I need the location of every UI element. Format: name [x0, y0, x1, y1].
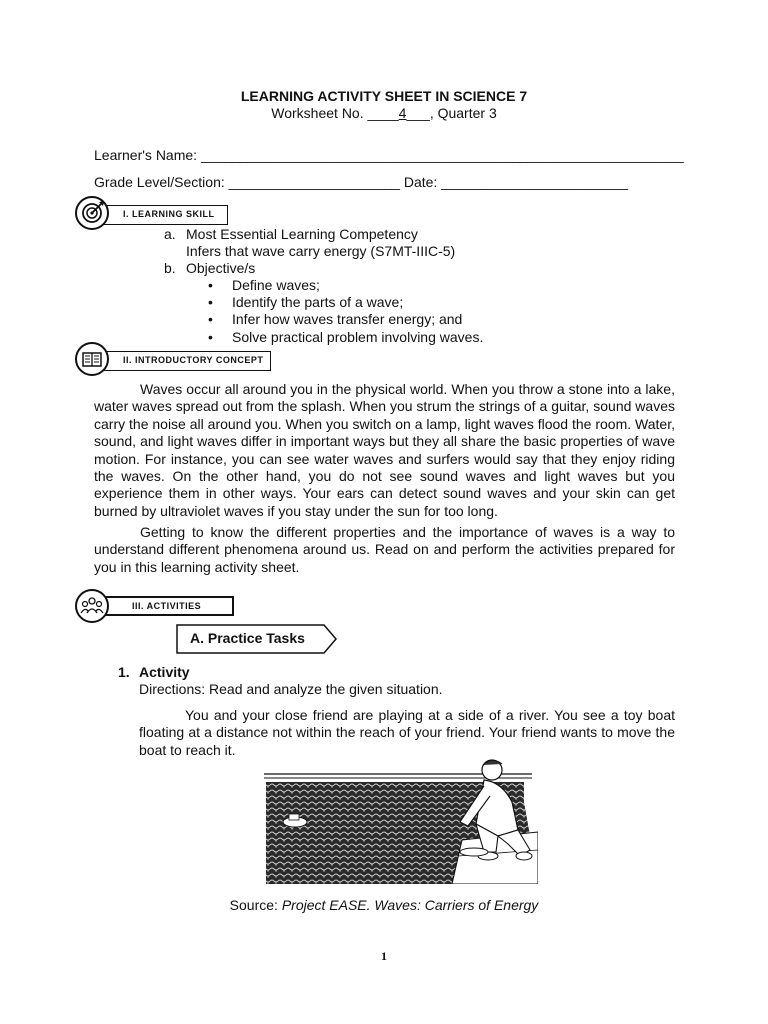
item-a-marker: a. [164, 226, 176, 242]
activity-title: Activity [139, 664, 190, 680]
objective-item: Define waves; [232, 277, 320, 293]
worksheet-number: 4 [398, 105, 407, 121]
intro-paragraph-1: Waves occur all around you in the physical world. When you throw a stone into a lake, water waves spread out from the splash. When you strum the strings of a guitar, sound waves carry the noise all around you. When you switch on a lamp, light waves flood the room. Water, sound, and light waves differ in important ways but they all share the basic properties of wave motion. For instance, you can see water waves and surfers would say that they enjoy riding the waves. On the other hand, you do not see sound waves and light waves but you experience them in other ways. Your ears can detect sound waves and your skin can get burned by ultraviolet waves if you stay under the sun for too long. [94, 381, 675, 519]
worksheet-suffix: , Quarter 3 [429, 105, 497, 121]
learning-skill-label: I. LEARNING SKILL [123, 209, 215, 219]
worksheet-blank-left: ____ [367, 105, 399, 121]
grade-blank[interactable]: ______________________ [228, 174, 400, 190]
target-icon [77, 198, 107, 228]
worksheet-prefix: Worksheet No. [271, 105, 368, 121]
bullet-icon: • [208, 277, 213, 293]
item-a-detail: Infers that wave carry energy (S7MT-IIIC-5) [186, 243, 456, 259]
source-title: Project EASE. Waves: Carriers of Energy [281, 897, 539, 913]
worksheet-line [0, 105, 768, 122]
intro-paragraph-2: Getting to know the different properties and the importance of waves is a way to understand different phenomena around us. Read on and perform the activities prepared for you in this learning activity sheet. [94, 524, 675, 575]
practice-tasks-label: A. Practice Tasks [190, 630, 305, 646]
grade-date-field [94, 174, 628, 191]
activity-directions: Directions: Read and analyze the given situation. [139, 681, 443, 697]
page-number: 1 [381, 949, 387, 963]
source-caption [0, 897, 768, 914]
activity-situation: You and your close friend are playing at a side of a river. You see a toy boat floating at a distance not within the reach of your friend. Your friend wants to move the boat to reach it. [139, 707, 675, 758]
item-a-title: Most Essential Learning Competency [186, 226, 418, 242]
learning-skill-badge [75, 196, 109, 230]
activity-number: 1. [118, 664, 130, 680]
activities-label: III. ACTIVITIES [132, 601, 202, 611]
bullet-icon: • [208, 311, 213, 327]
people-icon [77, 591, 107, 621]
document-title: LEARNING ACTIVITY SHEET IN SCIENCE 7 [240, 88, 528, 104]
objective-item: Solve practical problem involving waves. [232, 329, 484, 345]
book-icon [77, 344, 107, 374]
bullet-icon: • [208, 329, 213, 345]
learner-name-label: Learner's Name: [94, 147, 201, 163]
introductory-badge [75, 342, 109, 376]
date-label: Date: [399, 174, 442, 190]
introductory-label: II. INTRODUCTORY CONCEPT [123, 355, 264, 365]
objective-item: Infer how waves transfer energy; and [232, 311, 463, 327]
activities-badge [75, 589, 109, 623]
item-b-marker: b. [164, 260, 176, 276]
grade-label: Grade Level/Section: [94, 174, 229, 190]
learner-name-blank[interactable]: ______________________________________________________________ [200, 147, 684, 163]
item-b-title: Objective/s [186, 260, 256, 276]
activities-header [94, 596, 234, 616]
source-prefix: Source: [229, 897, 282, 913]
learner-name-field [94, 147, 684, 164]
date-blank[interactable]: ________________________ [441, 174, 629, 190]
learning-skill-header [94, 205, 228, 225]
introductory-header [94, 351, 271, 371]
boy-crouching-by-river [262, 752, 538, 884]
worksheet-blank-right: ___ [406, 105, 430, 121]
objective-item: Identify the parts of a wave; [232, 294, 404, 310]
bullet-icon: • [208, 294, 213, 310]
